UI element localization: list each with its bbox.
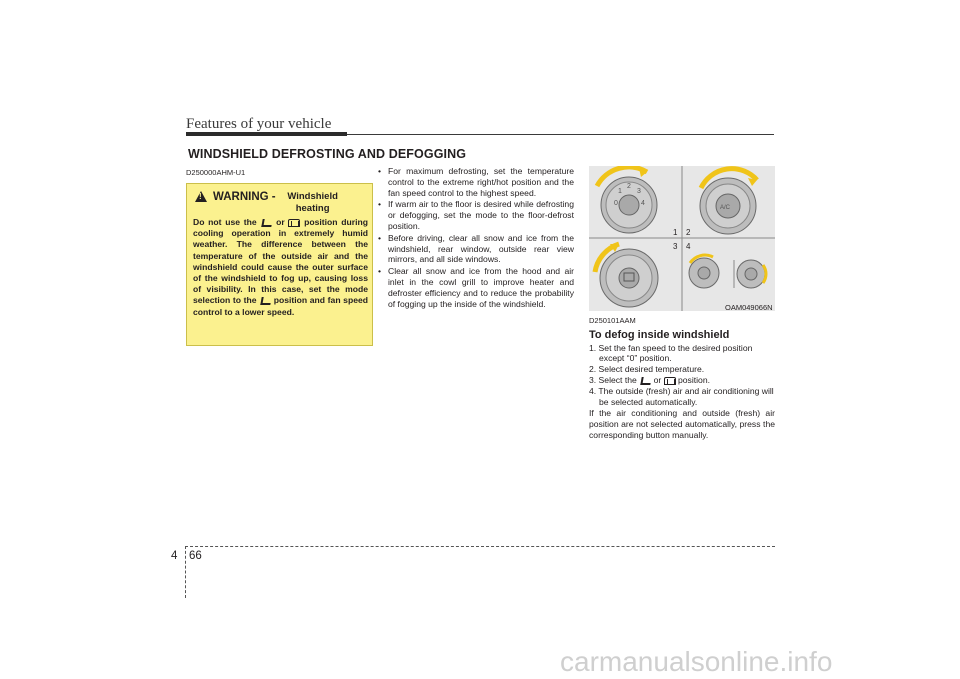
ac-label: A/C — [720, 205, 731, 211]
warning-label: WARNING - — [213, 191, 276, 203]
figure-label-1: 1 — [673, 228, 678, 237]
list-item: 2. Select desired temperature. — [589, 364, 705, 375]
defog-note: If the air conditioning and outside (fresh) air position are not selected automatically, press the corresponding button manually. — [589, 408, 775, 440]
warning-header — [195, 191, 344, 215]
watermark: carmanualsonline.info — [560, 646, 833, 677]
fan-speed-dial — [597, 167, 657, 233]
warning-subject: Windshield heating — [287, 191, 338, 214]
list-item: • Before driving, clear all snow and ice from the windshield, rear window, outside rear view mirrors, and all side windows. — [378, 233, 574, 265]
floor-defrost-icon — [639, 377, 651, 385]
dial-step-4: 4 — [641, 200, 645, 207]
step3-text-b: or — [653, 374, 662, 385]
header-title: Features of your vehicle — [186, 116, 332, 132]
dial-step-2: 2 — [627, 183, 631, 190]
floor-defrost-icon — [259, 297, 271, 305]
dial-step-0: 0 — [614, 200, 618, 207]
step3-text-a: 3. Select the — [589, 374, 637, 385]
list-item: • Clear all snow and ice from the hood and air inlet in the cowl grill to improve heater and defroster efficiency and to reduce the probability of fogging up the inside of the windshield. — [378, 266, 574, 309]
list-item: • If warm air to the floor is desired while defrosting or defogging, set the mode to the floor-defrost position. — [378, 199, 574, 231]
warning-text-1: Do not use the — [193, 217, 257, 227]
dial-step-3: 3 — [637, 188, 641, 195]
list-item: • For maximum defrosting, set the temperature control to the extreme right/hot position and the fan speed control to the highest speed. — [378, 166, 574, 198]
section-title: WINDSHIELD DEFROSTING AND DEFOGGING — [188, 147, 467, 161]
defog-steps — [589, 343, 775, 408]
list-item — [589, 375, 775, 386]
footer-divider — [185, 546, 186, 598]
mode-dial — [595, 244, 658, 307]
figure-code: OAM049066N — [725, 303, 773, 312]
warning-triangle-icon — [195, 191, 207, 202]
warning-text-3: position during cooling operation in extremely humid weather. The difference between the temperature of the outside air and the windshield could cause the outer surface of the windshield to fog up, causing loss of visibility. In this case, set the mode selection to the — [193, 217, 368, 306]
warning-text-4: position and fan speed control to a lower speed. — [193, 295, 369, 317]
control-panel-illustration — [589, 166, 775, 311]
warning-box — [186, 183, 373, 346]
footer-rule — [185, 546, 775, 547]
header-rule — [347, 134, 774, 135]
figure-label-3: 3 — [673, 242, 678, 251]
header-bar — [186, 132, 347, 136]
list-item: 4. The outside (fresh) air and air conditioning will be selected automatically. — [589, 385, 774, 407]
step3-text-c: position. — [678, 374, 711, 385]
defog-code: D250101AAM — [589, 316, 636, 325]
small-dials — [689, 255, 766, 288]
section-number: 4 — [171, 550, 178, 562]
warning-text-2: or — [276, 217, 285, 227]
figure-label-2: 2 — [686, 228, 691, 237]
floor-defrost-icon — [260, 219, 272, 227]
page-number: 66 — [189, 550, 202, 562]
section-code: D250000AHM-U1 — [186, 168, 246, 177]
defrost-icon — [288, 219, 300, 227]
dial-step-1: 1 — [618, 188, 622, 195]
defrost-icon — [664, 377, 676, 385]
defog-section — [589, 316, 775, 441]
ac-dial — [700, 169, 757, 234]
control-panel-figure — [589, 166, 775, 311]
list-item: 1. Set the fan speed to the desired position except “0” position. — [589, 342, 753, 364]
bullet-list — [378, 166, 574, 310]
warning-text — [193, 217, 368, 318]
figure-label-4: 4 — [686, 242, 691, 251]
defog-title: To defog inside windshield — [589, 328, 730, 341]
